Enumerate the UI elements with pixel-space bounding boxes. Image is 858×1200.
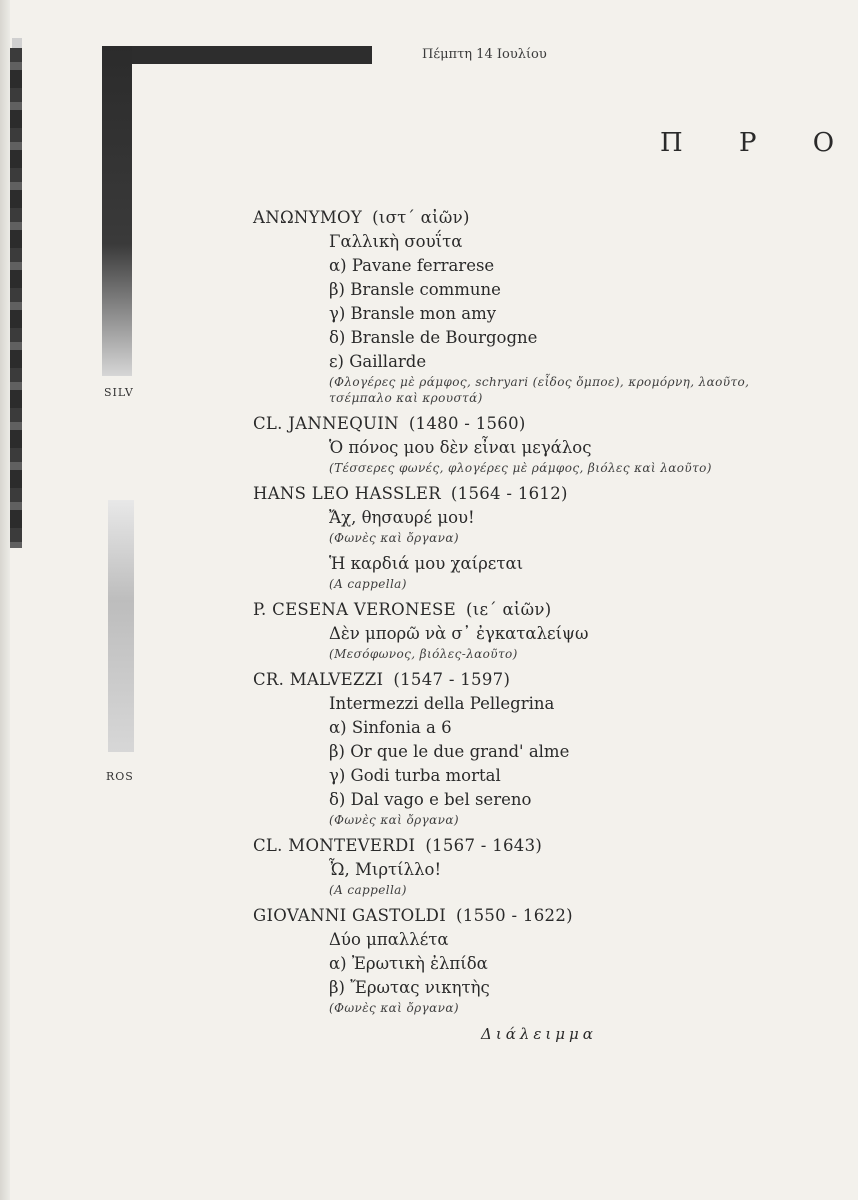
movement: β) Bransle commune [329, 280, 501, 299]
composer-name: CL. MONTEVERDI [253, 836, 416, 855]
movement: β) Or que le due grand' alme [329, 742, 570, 761]
movement: δ) Dal vago e bel sereno [329, 790, 532, 809]
instrumentation-note: (Φωνὲς καὶ ὄργανα) [329, 531, 459, 545]
instrumentation-text: (Φλογέρες μὲ ράμφος, schryari (εἶδος ὄμποε), κρομόρνη, λαοῦτο, τσέμπαλο καὶ κρουστά) [329, 375, 750, 405]
movement: γ) Godi turba mortal [329, 766, 501, 785]
work-title: Ἡ καρδιά μου χαίρεται [329, 554, 524, 573]
instrumentation-note: (A cappella) [329, 577, 407, 591]
composer-name: GIOVANNI GASTOLDI [253, 906, 447, 925]
composer-name: HANS LEO HASSLER [253, 484, 441, 503]
movement: α) Ἐρωτικὴ ἐλπίδα [329, 954, 488, 973]
program-entry [253, 834, 793, 898]
program-entry [253, 668, 793, 828]
composer-dates: (1480 - 1560) [408, 414, 526, 433]
photo-fragment-top [102, 46, 372, 64]
photo-fragment-top-left [102, 46, 132, 376]
composer-name: CR. MALVEZZI [253, 670, 384, 689]
composer-name: CL. JANNEQUIN [253, 414, 399, 433]
composer-name: P. CESENA VERONESE [253, 600, 457, 619]
composer-line [253, 412, 793, 436]
intermission-label: Διάλειμμα [481, 1025, 597, 1043]
composer-line [253, 904, 793, 928]
photo-caption-top: SILV [104, 386, 134, 399]
bleed-mark [12, 38, 22, 48]
composer-line [253, 668, 793, 692]
instrumentation-note: (Φωνὲς καὶ ὄργανα) [329, 813, 459, 827]
composer-line [253, 482, 793, 506]
movement: α) Pavane ferrarese [329, 256, 495, 275]
program-entry [253, 598, 793, 662]
photo-fragment-bottom-left [108, 500, 134, 752]
movement: β) Ἔρωτας νικητὴς [329, 978, 490, 997]
composer-dates: (1550 - 1622) [456, 906, 573, 925]
instrumentation-note: (Τέσσερες φωνές, φλογέρες μὲ ράμφος, βιόλες καὶ λαοῦτο) [329, 461, 712, 475]
work-title: Ἄχ, θησαυρέ μου! [329, 508, 475, 527]
movement: ε) Gaillarde [329, 352, 427, 371]
composer-line [253, 598, 793, 622]
work-title: Δὲν μπορῶ νὰ σ᾿ ἐγκαταλείψω [329, 624, 589, 643]
program-list [253, 206, 793, 1046]
composer-name: ΑΝΩΝΥΜΟΥ [253, 208, 363, 227]
composer-dates: (1547 - 1597) [393, 670, 511, 689]
instrumentation-note: (Μεσόφωνος, βιόλες-λαοῦτο) [329, 647, 518, 661]
work-title: Γαλλικὴ σουΐτα [329, 232, 463, 251]
running-head: Πέμπτη 14 Ιουλίου [422, 47, 547, 62]
composer-dates: (ιε΄ αἰῶν) [466, 600, 552, 619]
photo-fragment-left [10, 48, 22, 548]
page-edge-shadow [0, 0, 10, 1200]
program-entry [253, 206, 793, 406]
work-title: Ὁ πόνος μου δὲν εἶναι μεγάλος [329, 438, 592, 457]
movement: γ) Bransle mon amy [329, 304, 497, 323]
composer-line [253, 206, 793, 230]
composer-dates: (1567 - 1643) [425, 836, 543, 855]
movement: δ) Bransle de Bourgogne [329, 328, 538, 347]
work-title: Ὦ, Μιρτίλλο! [329, 860, 442, 879]
work-title: Δύο μπαλλέτα [329, 930, 449, 949]
composer-line [253, 834, 793, 858]
program-heading: Π Ρ Ο [660, 128, 858, 158]
work-title: Intermezzi della Pellegrina [329, 694, 555, 713]
program-entry [253, 412, 793, 476]
photo-caption-bottom: ROS [106, 770, 134, 783]
composer-dates: (ιστ΄ αἰῶν) [372, 208, 470, 227]
instrumentation-note: (Φωνὲς καὶ ὄργανα) [329, 1001, 459, 1015]
instrumentation-note [253, 374, 793, 406]
composer-dates: (1564 - 1612) [450, 484, 568, 503]
instrumentation-note: (A cappella) [329, 883, 407, 897]
program-entry [253, 904, 793, 1016]
movement: α) Sinfonia a 6 [329, 718, 452, 737]
program-entry [253, 482, 793, 592]
